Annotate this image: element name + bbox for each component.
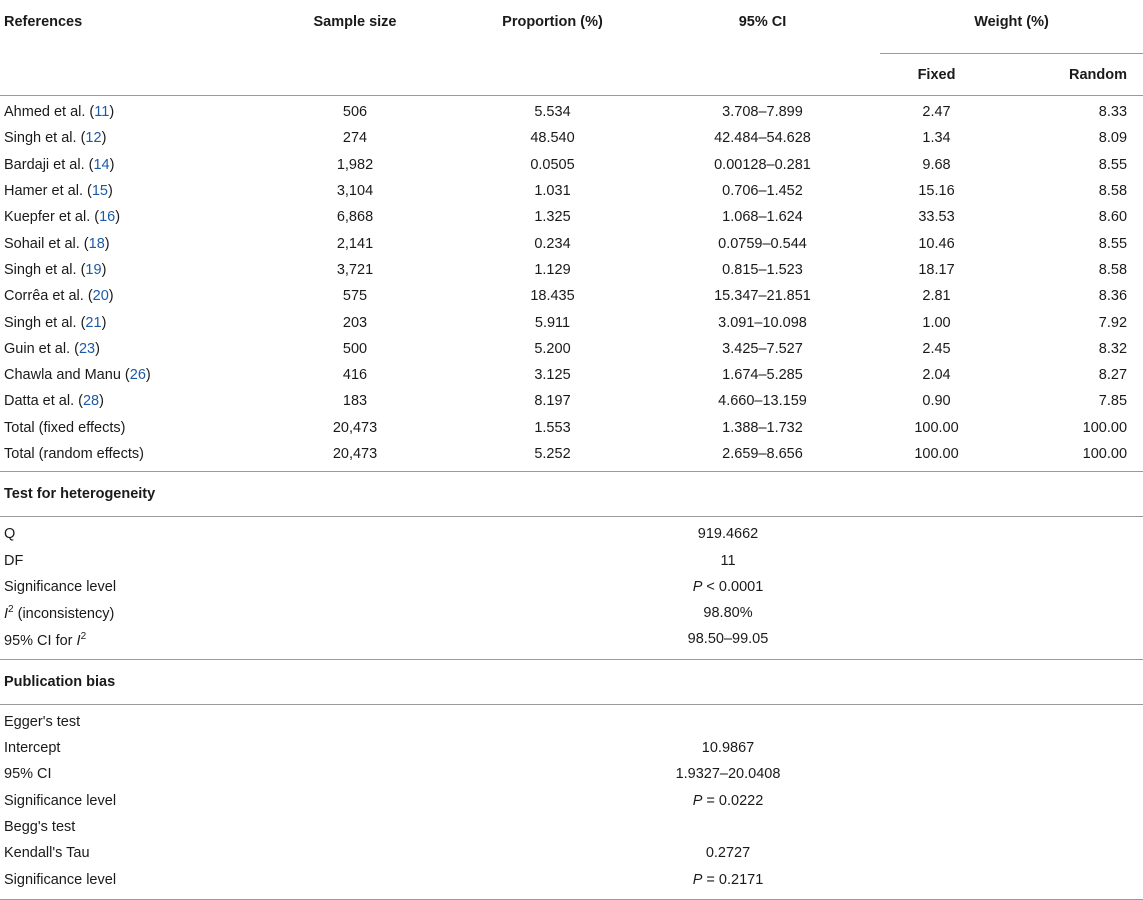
citation-link[interactable]: 16 [99,209,116,226]
citation-link[interactable]: 21 [85,314,102,331]
ci-cell: 0.706–1.452 [722,183,803,200]
citation-link[interactable]: 26 [129,367,146,384]
sample-size-cell: 6,868 [336,209,374,226]
total-row-random [0,441,1143,472]
weight-fixed-cell: 2.47 [922,104,951,121]
table-row [0,230,1143,256]
stat-value: 11 [720,552,736,569]
ci-cell: 0.815–1.523 [722,261,803,278]
weight-fixed-cell: 1.00 [922,314,951,331]
study-reference: Bardaji et al. (14) [4,156,115,173]
table-row [0,96,1143,126]
weight-fixed-cell: 2.81 [922,288,951,305]
sample-size-cell: 274 [342,130,368,147]
header-proportion: Proportion (%) [460,0,645,96]
weight-fixed-cell: 10.46 [918,235,955,252]
studies-body [0,96,1143,472]
proportion-cell: 5.534 [534,104,571,121]
sample-size-cell: 20,473 [332,419,378,436]
stat-label: Significance level [4,578,117,595]
stat-row [0,600,1143,626]
ci-cell: 0.0759–0.544 [718,235,807,252]
weight-random-cell: 8.60 [1098,209,1128,226]
weight-random-cell: 8.58 [1098,261,1128,278]
stat-row [0,704,1143,735]
study-reference: Corrêa et al. (20) [4,288,114,305]
ci-cell: 3.708–7.899 [722,104,803,121]
study-reference: Hamer et al. (15) [4,183,113,200]
weight-fixed-cell: 33.53 [918,209,955,226]
table-row [0,125,1143,151]
header-weight: Weight (%) [880,0,1143,54]
weight-random-cell: 8.55 [1098,235,1128,252]
ci-cell: 1.068–1.624 [722,209,803,226]
weight-random-cell: 100.00 [1082,419,1128,436]
stat-row [0,547,1143,573]
study-reference: Singh et al. (19) [4,261,107,278]
proportion-cell: 1.553 [534,419,571,436]
total-label: Total (fixed effects) [4,419,126,436]
section-header [0,472,1143,517]
citation-link[interactable]: 15 [91,183,108,200]
stat-label: Significance level [0,866,250,899]
citation-link[interactable]: 12 [85,130,102,147]
ci-cell: 3.091–10.098 [718,314,807,331]
sample-size-cell: 1,982 [336,156,374,173]
stat-value: 98.80% [703,605,753,622]
stat-row [0,574,1143,600]
stat-row [0,626,1143,659]
stat-label: Intercept [4,740,61,757]
study-reference: Chawla and Manu (26) [4,367,151,384]
proportion-cell: 18.435 [530,288,575,305]
stat-label: Q [4,526,16,543]
proportion-cell: 1.129 [534,261,571,278]
weight-fixed-cell: 100.00 [880,441,993,472]
weight-random-cell: 7.85 [1098,393,1128,410]
header-sample-size: Sample size [250,0,460,96]
table-row [0,283,1143,309]
weight-fixed-cell: 1.34 [922,130,951,147]
header-weight-fixed: Fixed [880,54,993,96]
stat-value: 0.2727 [705,845,751,862]
weight-fixed-cell: 9.68 [922,156,951,173]
stat-row [0,840,1143,866]
stat-row [0,735,1143,761]
header-references: References [0,0,250,96]
weight-random-cell: 8.33 [1098,104,1128,121]
weight-random-cell: 100.00 [993,441,1143,472]
proportion-cell: 1.031 [534,183,571,200]
heterogeneity-title: Test for heterogeneity [0,472,1143,517]
citation-link[interactable]: 20 [92,288,109,305]
study-reference: Singh et al. (12) [4,130,107,147]
sample-size-cell: 203 [342,314,368,331]
header-ci: 95% CI [645,0,880,96]
study-reference: Sohail et al. (18) [4,235,110,252]
stat-value: 10.9867 [701,740,755,757]
table-row [0,362,1143,388]
weight-random-cell: 8.32 [1098,340,1128,357]
sample-size-cell: 20,473 [250,441,460,472]
study-reference: Ahmed et al. (11) [4,104,115,121]
stat-row [0,866,1143,899]
sample-size-cell: 500 [342,340,368,357]
weight-random-cell: 8.58 [1098,183,1128,200]
table-row [0,204,1143,230]
stat-value: P = 0.2171 [460,866,880,899]
ci-cell: 1.388–1.732 [722,419,803,436]
weight-random-cell: 7.92 [1098,314,1128,331]
proportion-cell: 5.911 [534,314,571,331]
citation-link[interactable]: 11 [94,104,110,121]
stat-value: 98.50–99.05 [460,626,880,659]
stat-label: DF [4,552,24,569]
section-header [0,659,1143,704]
proportion-cell: 8.197 [534,393,571,410]
stat-value: P < 0.0001 [692,578,764,595]
stat-label: Egger's test [4,713,81,730]
weight-random-cell: 8.09 [1098,130,1128,147]
table-row [0,178,1143,204]
publication-bias-title: Publication bias [0,659,1143,704]
proportion-cell: 5.252 [460,441,645,472]
proportion-cell: 0.234 [534,235,571,252]
proportion-cell: 1.325 [534,209,571,226]
weight-fixed-cell: 2.45 [922,340,951,357]
citation-link[interactable]: 23 [78,340,96,357]
stat-row [0,814,1143,840]
study-reference: Singh et al. (21) [4,314,107,331]
weight-random-cell: 8.36 [1098,288,1128,305]
ci-cell: 4.660–13.159 [718,393,807,410]
table-row [0,152,1143,178]
ci-cell: 0.00128–0.281 [714,156,811,173]
citation-link[interactable]: 14 [93,156,110,173]
weight-fixed-cell: 100.00 [914,419,959,436]
total-row-fixed [0,415,1143,441]
heterogeneity-section [0,472,1143,659]
citation-link[interactable]: 18 [88,235,105,252]
stat-row [0,517,1143,548]
stat-value: P = 0.0222 [692,792,764,809]
sample-size-cell: 3,104 [336,183,374,200]
weight-fixed-cell: 0.90 [922,393,951,410]
weight-random-cell: 8.27 [1098,367,1128,384]
stat-label: Kendall's Tau [4,845,90,862]
stat-label: Begg's test [4,818,76,835]
proportion-cell: 5.200 [534,340,571,357]
header-weight-random: Random [993,54,1143,96]
weight-fixed-cell: 18.17 [918,261,955,278]
proportion-cell: 3.125 [534,367,571,384]
weight-random-cell: 8.55 [1098,156,1128,173]
table-row [0,388,1143,414]
sample-size-cell: 575 [342,288,368,305]
weight-fixed-cell: 15.16 [918,183,955,200]
stat-value: 1.9327–20.0408 [675,766,781,783]
stat-label: 95% CI for $I^2$ [0,626,250,659]
stat-value: 919.4662 [697,526,759,543]
weight-fixed-cell: 2.04 [922,367,951,384]
ci-cell: 42.484–54.628 [714,130,811,147]
study-reference: Datta et al. (28) [4,393,104,410]
ci-cell: 2.659–8.656 [645,441,880,472]
publication-bias-section [0,659,1143,899]
table-row [0,257,1143,283]
stat-label: $I^2$ (inconsistency) [4,604,115,623]
sample-size-cell: 416 [342,367,368,384]
proportion-cell: 48.540 [530,130,575,147]
sample-size-cell: 2,141 [336,235,374,252]
citation-link[interactable]: 28 [82,393,100,410]
ci-cell: 1.674–5.285 [722,367,803,384]
proportion-cell: 0.0505 [530,156,575,173]
stat-row [0,788,1143,814]
study-reference: Kuepfer et al. (16) [4,209,121,226]
stat-label: Significance level [4,792,117,809]
sample-size-cell: 3,721 [336,261,374,278]
sample-size-cell: 183 [342,393,368,410]
citation-link[interactable]: 19 [85,261,102,278]
ci-cell: 3.425–7.527 [722,340,803,357]
total-label: Total (random effects) [0,441,250,472]
table-row [0,309,1143,335]
stat-label: 95% CI [4,766,52,783]
table-row [0,336,1143,362]
study-reference: Guin et al. (23) [4,340,100,357]
stat-row [0,761,1143,787]
sample-size-cell: 506 [342,104,368,121]
ci-cell: 15.347–21.851 [714,288,811,305]
